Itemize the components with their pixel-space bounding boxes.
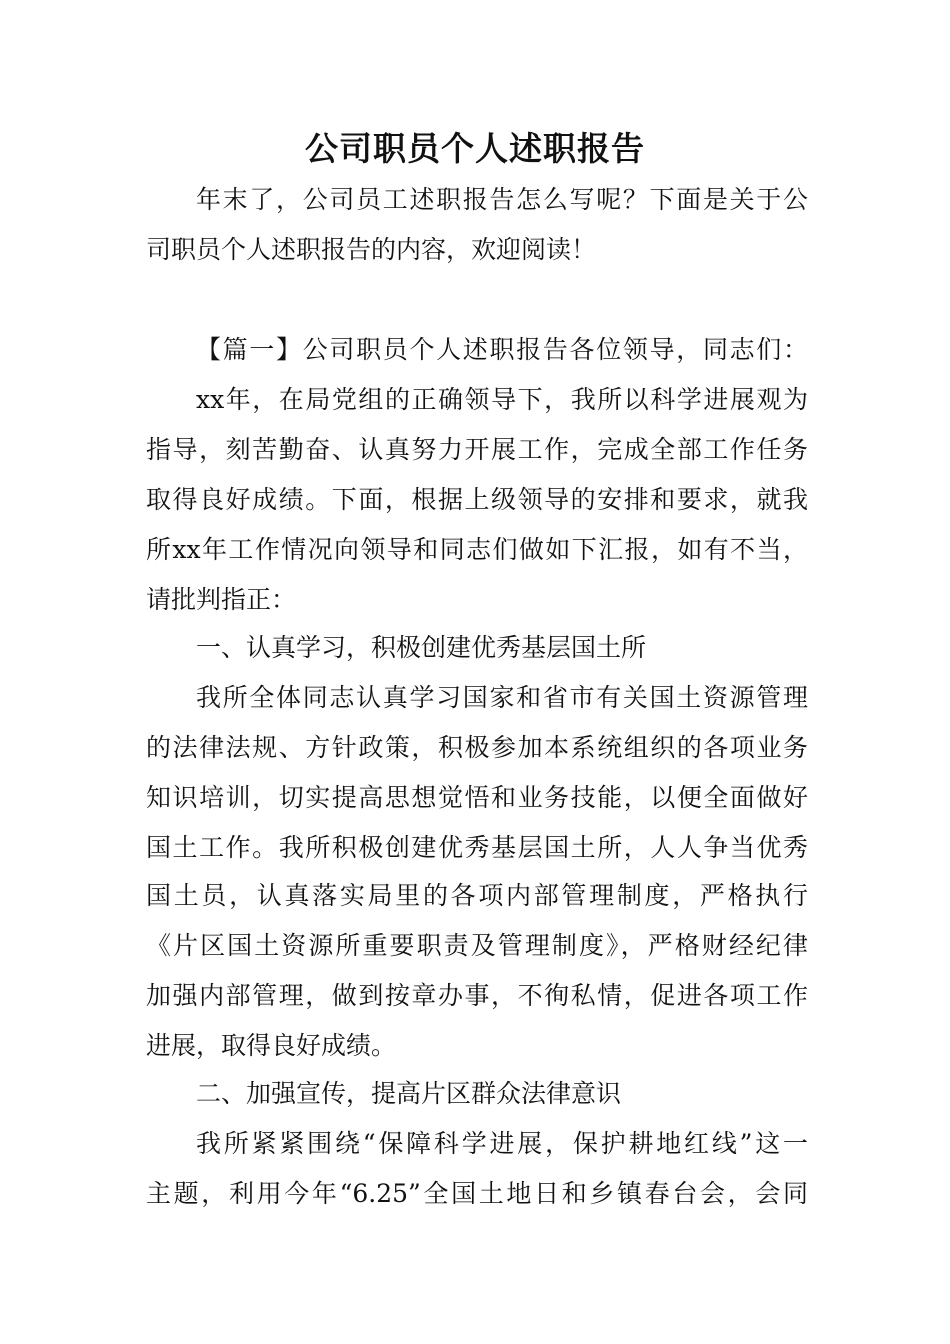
paragraph-line: 知识培训，切实提高思想觉悟和业务技能，以便全面做好 <box>146 783 808 812</box>
paragraph-line: 进展，取得良好成绩。 <box>146 1031 397 1060</box>
paragraph-line: 所xx年工作情况向领导和同志们做如下汇报，如有不当， <box>146 535 808 564</box>
paragraph-line: 加强内部管理，做到按章办事，不徇私情，促进各项工作 <box>146 981 808 1010</box>
section-heading-line: 【篇一】公司职员个人述职报告各位领导，同志们： <box>196 335 808 364</box>
paragraph-line: 国土员，认真落实局里的各项内部管理制度，严格执行 <box>146 881 808 910</box>
paragraph-line: 我所紧紧围绕“保障科学进展，保护耕地红线”这一 <box>196 1129 808 1158</box>
paragraph-line: 请批判指正： <box>146 585 297 614</box>
section-heading-line: 二、加强宣传，提高片区群众法律意识 <box>196 1079 622 1108</box>
paragraph-line: 《片区国土资源所重要职责及管理制度》，严格财经纪律 <box>146 931 808 960</box>
paragraph-line: 取得良好成绩。下面，根据上级领导的安排和要求，就我 <box>146 485 808 514</box>
document-title: 公司职员个人述职报告 <box>305 129 645 168</box>
section-heading-line: 一、认真学习，积极创建优秀基层国土所 <box>196 633 647 662</box>
paragraph-line: 年末了，公司员工述职报告怎么写呢？下面是关于公 <box>196 185 808 214</box>
paragraph-line: 指导，刻苦勤奋、认真努力开展工作，完成全部工作任务 <box>146 435 808 464</box>
paragraph-line: 的法律法规、方针政策，积极参加本系统组织的各项业务 <box>146 733 808 762</box>
paragraph-line: 司职员个人述职报告的内容，欢迎阅读！ <box>146 235 597 264</box>
paragraph-line: 我所全体同志认真学习国家和省市有关国土资源管理 <box>196 683 808 712</box>
paragraph-line: xx年，在局党组的正确领导下，我所以科学进展观为 <box>196 385 808 414</box>
paragraph-line: 国土工作。我所积极创建优秀基层国土所，人人争当优秀 <box>146 833 808 862</box>
paragraph-line: 主题，利用今年“6.25”全国土地日和乡镇春台会，会同 <box>146 1179 808 1208</box>
